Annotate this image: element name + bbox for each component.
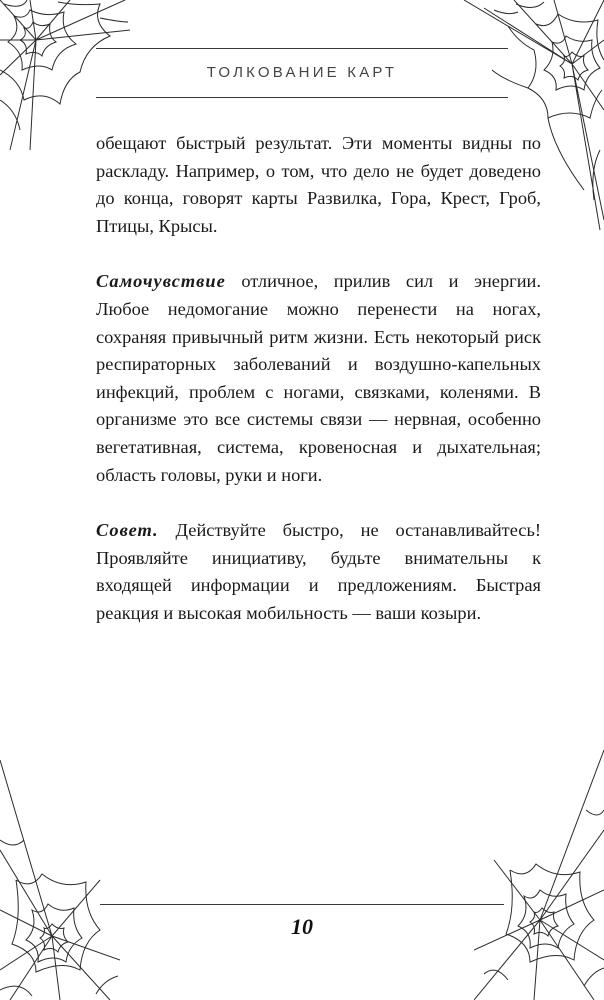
spiderweb-bottom-left xyxy=(0,740,120,1000)
header-rule-top xyxy=(96,48,508,49)
footer-rule xyxy=(100,904,504,905)
paragraph-results-text: обещают быстрый результат. Эти моменты видны по раскладу. Например, о том, что дело не будет доведено до конца, говорят карты Развилка, Гора, Крест, Гроб, Птицы, Крысы. xyxy=(96,133,541,236)
paragraph-health xyxy=(96,268,541,489)
health-lead: Самочувствие xyxy=(96,271,226,292)
page-body xyxy=(96,130,541,656)
header-rule-bottom xyxy=(96,97,508,98)
health-text: отличное, прилив сил и энергии. Любое недомогание можно перенести на ногах, сохраняя привычный ритм жизни. Есть некоторый риск респираторных заболеваний и воздушно-капельных инфекций, проблем с ногами, связками, коленями. В организме это все системы связи — нервная, особенно вегетативная, система, кровеносная и дыхательная; область головы, руки и ноги. xyxy=(96,271,541,485)
advice-text: Действуйте быстро, не останавливайтесь! Проявляйте инициативу, будьте внимательны к входящей информации и предложениям. Быстрая реакция и высокая мобильность — ваши козыри. xyxy=(96,520,541,623)
paragraph-advice xyxy=(96,517,541,627)
running-title: ТОЛКОВАНИЕ КАРТ xyxy=(206,64,398,81)
advice-lead: Совет. xyxy=(96,520,159,541)
paragraph-results xyxy=(96,130,541,240)
page-number: 10 xyxy=(291,914,313,939)
spiderweb-bottom-right xyxy=(474,710,604,1000)
